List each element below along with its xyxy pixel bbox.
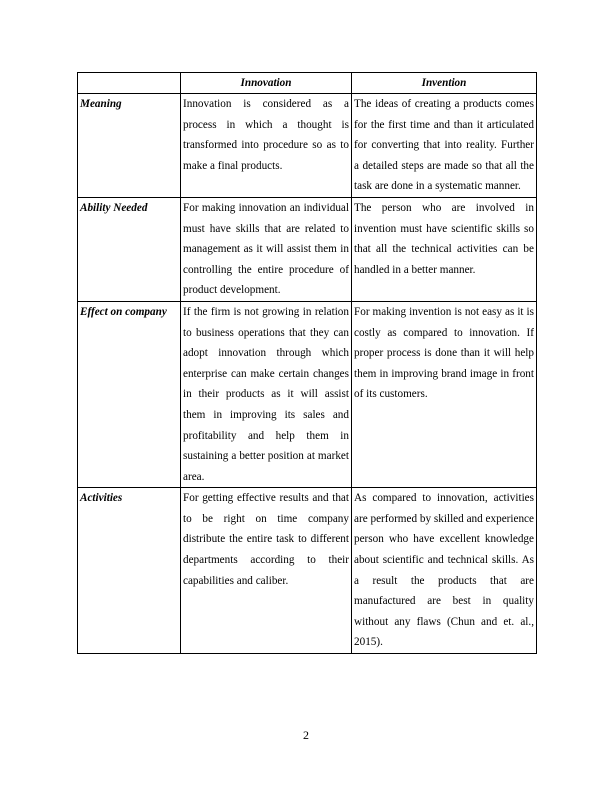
cell-invention-activities: As compared to innovation, activities are performed by skilled and experience person who have excellent knowledge about scientific and technical skills. As a result the products that are manufactured are best in quality without any flaws (Chun and et. al., 2015). [352, 488, 537, 654]
header-invention: Invention [352, 73, 537, 94]
cell-innovation-activities: For getting effective results and that to be right on time company distribute the entire task to different departments according to their capabilities and caliber. [181, 488, 352, 654]
page-number: 2 [303, 728, 309, 742]
comparison-table [77, 72, 537, 654]
row-label-meaning: Meaning [78, 94, 181, 198]
cell-innovation-effect: If the firm is not growing in relation to business operations that they can adopt innovation through which enterprise can make certain changes in their products as it will assist them in improving its sales and profitability and help them in sustaining a better position at market area. [181, 301, 352, 487]
cell-invention-effect: For making invention is not easy as it is costly as compared to innovation. If proper process is done than it will help them in improving brand image in front of its customers. [352, 301, 537, 487]
table-row-meaning [78, 94, 537, 198]
table-row-effect [78, 301, 537, 487]
table-row-ability [78, 197, 537, 301]
cell-invention-ability: The person who are involved in invention must have scientific skills so that all the technical activities can be handled in a better manner. [352, 197, 537, 301]
cell-invention-meaning: The ideas of creating a products comes for the first time and than it articulated for converting that into reality. Further a detailed steps are made so that all the task are done in a systematic manner. [352, 94, 537, 198]
row-label-effect: Effect on company [78, 301, 181, 487]
table-header-row [78, 73, 537, 94]
row-label-activities: Activities [78, 488, 181, 654]
cell-innovation-ability: For making innovation an individual must have skills that are related to management as it will assist them in controlling the entire procedure of product development. [181, 197, 352, 301]
cell-innovation-meaning: Innovation is considered as a process in which a thought is transformed into procedure so as to make a final products. [181, 94, 352, 198]
row-label-ability: Ability Needed [78, 197, 181, 301]
header-innovation: Innovation [181, 73, 352, 94]
header-blank [78, 73, 181, 94]
table-row-activities [78, 488, 537, 654]
